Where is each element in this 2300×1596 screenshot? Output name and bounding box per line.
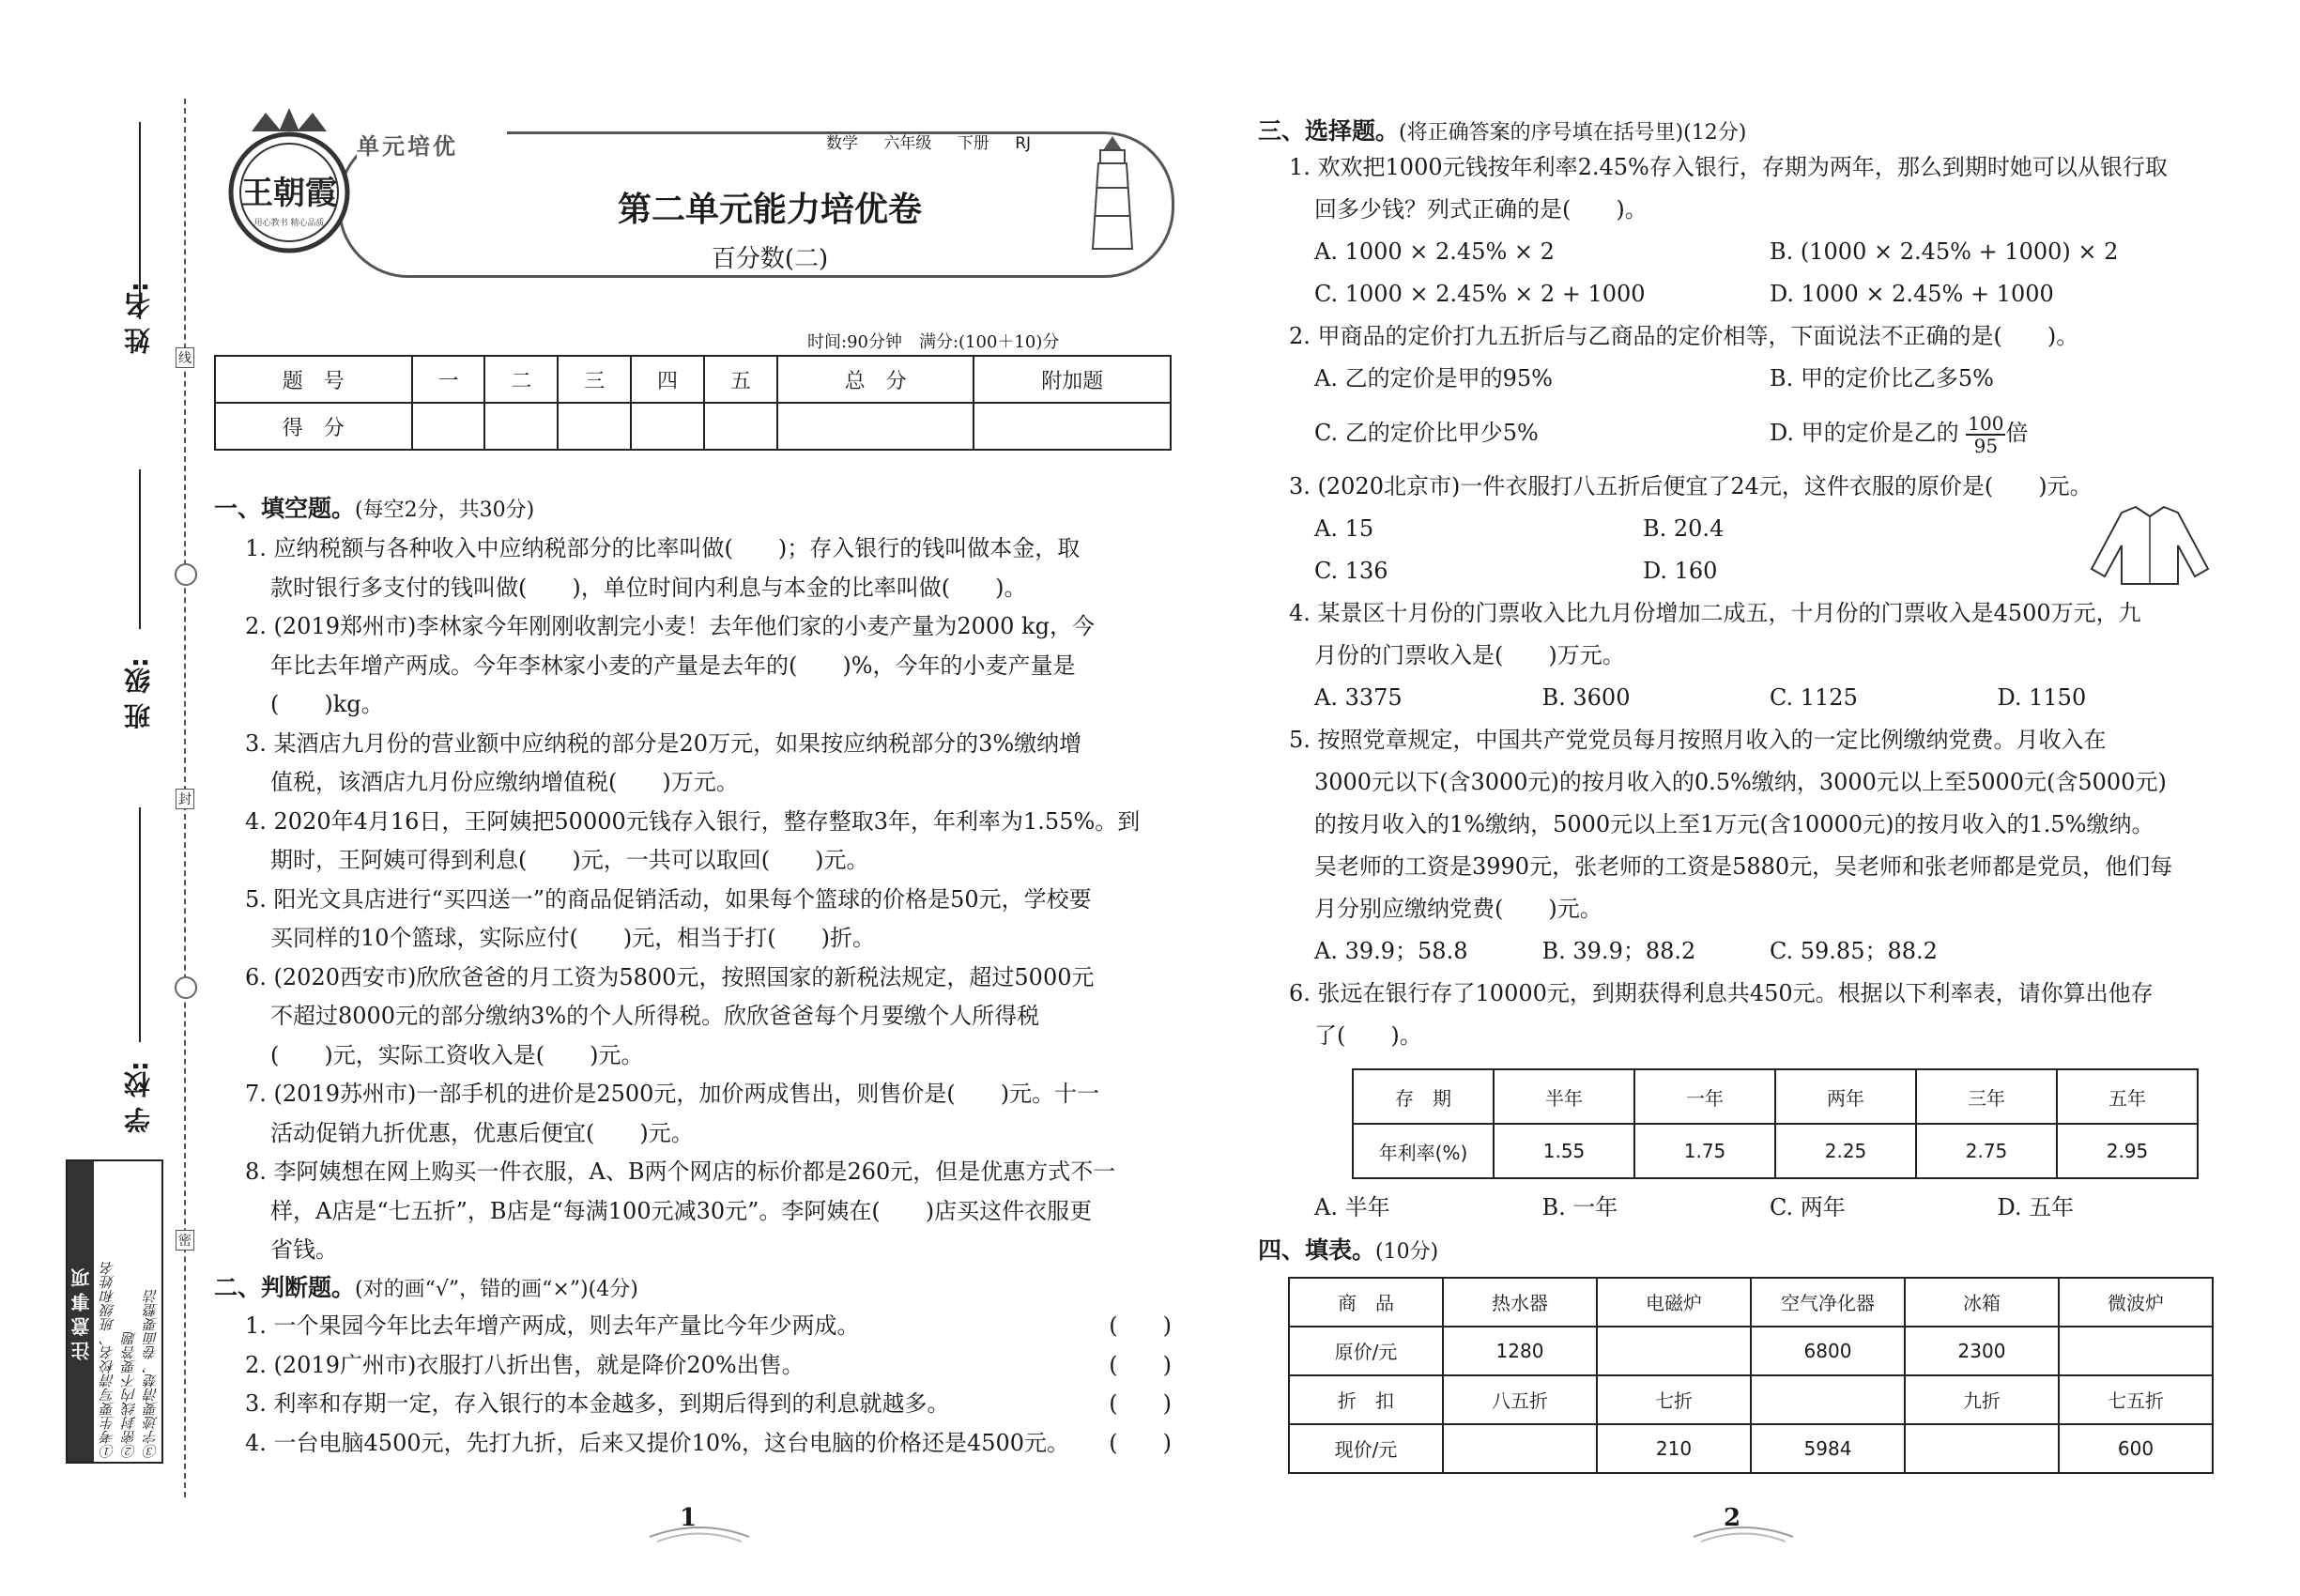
score-input-2[interactable] [484, 403, 558, 450]
notice-item: ③字迹要清楚，卷面要整洁 [143, 1289, 160, 1458]
edition-label: RJ [1015, 134, 1032, 153]
brand-slogan: 用心教书 精心品质 [253, 219, 325, 228]
question-line: 6. (2020西安市)欣欣爸爸的月工资为5800元，按照国家的新税法规定，超过5000元 [245, 963, 1095, 990]
question-line: 1. 欢欢把1000元钱按年利率2.45%存入银行，存期为两年，那么到期时她可以从银行取 [1289, 154, 2168, 180]
judge-item: 3. 利率和存期一定，存入银行的本金越多，到期后得到的利息就越多。 ( ) [214, 1385, 1172, 1424]
table-cell: 题 号 [215, 356, 412, 403]
swoosh-icon [1692, 1516, 1795, 1544]
table-row [215, 356, 1171, 403]
table-cell: 2300 [1905, 1327, 2059, 1375]
option: A. 乙的定价是甲的95% [1314, 365, 1553, 391]
question-line: 4. 某景区十月份的门票收入比九月份增加二成五，十月份的门票收入是4500万元，九 [1289, 600, 2141, 626]
book-meta [826, 130, 1051, 153]
rate-table [1352, 1068, 2199, 1179]
option: B. 39.9；88.2 [1541, 938, 1696, 964]
table-cell: 1280 [1443, 1327, 1597, 1375]
score-input-3[interactable] [558, 403, 631, 450]
brand-name: 王朝霞 [241, 175, 337, 212]
table-cell: 1.55 [1494, 1124, 1634, 1178]
option: C. 两年 [1770, 1194, 1846, 1220]
time-info: 时间:90分钟 满分:(100＋10)分 [807, 332, 1060, 352]
table-cell: 七折 [1597, 1375, 1751, 1424]
question-line: 5. 按照党章规定，中国共产党党员每月按照月收入的一定比例缴纳党费。月收入在 [1289, 727, 2107, 753]
grade-label: 六年级 [883, 134, 932, 153]
question-line: 1. 应纳税额与各种收入中应纳税部分的比率叫做( )；存入银行的钱叫做本金，取 [245, 535, 1081, 561]
table-cell: 冰箱 [1905, 1278, 2059, 1327]
answer-paren[interactable]: ( ) [1109, 1351, 1172, 1378]
table-cell: 七五折 [2059, 1375, 2213, 1424]
table-cell: 210 [1597, 1424, 1751, 1473]
options [1258, 930, 2225, 973]
option: A. 39.9；58.8 [1314, 938, 1468, 964]
notice-item: ②密封线内不要答题 [121, 1331, 138, 1458]
table-cell: 1.75 [1634, 1124, 1775, 1178]
table-cell: 空气净化器 [1751, 1278, 1905, 1327]
table-cell: 半年 [1494, 1069, 1634, 1124]
binding-hole-icon [175, 563, 197, 586]
part1-section [214, 490, 1172, 1270]
score-input-5[interactable] [704, 403, 777, 450]
section-heading: 一、填空题。(每空2分，共30分) [214, 495, 535, 522]
option: B. 3600 [1541, 684, 1631, 711]
options [1258, 231, 2225, 315]
question-line: 买同样的10个篮球，实际应付( )元，相当于打( )折。 [270, 925, 875, 951]
question-line: 款时银行多支付的钱叫做( )，单位时间内利息与本金的比率叫做( )。 [270, 574, 1027, 601]
judge-item: 1. 一个果园今年比去年增产两成，则去年产量比今年少两成。 ( ) [214, 1307, 1172, 1346]
table-cell: 两年 [1775, 1069, 1916, 1124]
question-line: 不超过8000元的部分缴纳3%的个人所得税。欣欣爸爸每个月要缴个人所得税 [270, 1003, 1040, 1029]
question-line: ( )kg。 [270, 691, 384, 717]
table-cell: 五年 [2057, 1069, 2198, 1124]
option: D. 1000 × 2.45% + 1000 [1770, 281, 2054, 307]
question-line: 6. 张远在银行存了10000元，到期获得利息共450元。根据以下利率表，请你算出他存 [1289, 980, 2154, 1006]
option: B. 一年 [1541, 1194, 1618, 1220]
question-line: 8. 李阿姨想在网上购买一件衣服，A、B两个网店的标价都是260元，但是优惠方式不一 [245, 1159, 1116, 1185]
question-line: 的按月收入的1%缴纳，5000元以上至1万元(含10000元)的按月收入的1.5%缴纳。 [1314, 811, 2154, 837]
table-row [1353, 1124, 2198, 1178]
table-cell: 2.95 [2057, 1124, 2198, 1178]
table-cell: 热水器 [1443, 1278, 1597, 1327]
table-cell: 二 [484, 356, 558, 403]
question-line: 省钱。 [270, 1236, 338, 1263]
option: C. 59.85；88.2 [1770, 938, 1938, 964]
options [1258, 508, 1971, 592]
table-cell: 原价/元 [1289, 1327, 1443, 1375]
question-line: 年比去年增产两成。今年李林家小麦的产量是去年的( )%，今年的小麦产量是 [270, 652, 1076, 679]
table-cell: 九折 [1905, 1375, 2059, 1424]
options [1258, 358, 2225, 466]
school-line [139, 807, 141, 1042]
question-line: 4. 2020年4月16日，王阿姨把50000元钱存入银行，整存整取3年，年利率为1.55%。到 [245, 807, 1141, 835]
table-cell[interactable] [1751, 1375, 1905, 1424]
option: D. 160 [1643, 558, 1718, 584]
question-line: 月分别应缴纳党费( )元。 [1314, 896, 1602, 922]
table-cell: 2.25 [1775, 1124, 1916, 1178]
page-subtitle: 百分数(二) [711, 245, 829, 273]
table-cell[interactable] [1597, 1327, 1751, 1375]
table-cell: 5984 [1751, 1424, 1905, 1473]
option: C. 136 [1314, 558, 1388, 584]
option: D. 1150 [1997, 684, 2087, 711]
table-cell: 折 扣 [1289, 1375, 1443, 1424]
table-cell: 6800 [1751, 1327, 1905, 1375]
table-row [1289, 1327, 2213, 1375]
name-label: 姓 名: [123, 282, 154, 354]
table-cell: 得 分 [215, 403, 412, 450]
volume-label: 下册 [957, 134, 989, 153]
table-cell[interactable] [2059, 1327, 2213, 1375]
table-cell: 电磁炉 [1597, 1278, 1751, 1327]
option: C. 乙的定价比甲少5% [1314, 420, 1539, 446]
table-cell: 600 [2059, 1424, 2213, 1473]
answer-paren[interactable]: ( ) [1109, 1312, 1172, 1339]
binding-hole-icon [175, 976, 197, 999]
option: C. 1125 [1770, 684, 1858, 711]
class-label: 班 级: [123, 657, 154, 729]
brand-logo [214, 103, 364, 258]
option: A. 3375 [1314, 684, 1403, 711]
table-cell: 八五折 [1443, 1375, 1597, 1424]
question-line: 2. 甲商品的定价打九五折后与乙商品的定价相等，下面说法不正确的是( )。 [1289, 323, 2079, 349]
seal-mark-3: 密 [176, 1230, 194, 1251]
option: B. (1000 × 2.45% + 1000) × 2 [1770, 238, 2119, 265]
table-cell: 微波炉 [2059, 1278, 2213, 1327]
question-line: 了( )。 [1314, 1022, 1422, 1049]
table-cell: 一 [412, 356, 485, 403]
score-input-4[interactable] [631, 403, 704, 450]
option: D. 甲的定价是乙的 $\frac{100}{95}$倍 [1770, 411, 2029, 457]
question-line: 5. 阳光文具店进行“买四送一”的商品促销活动，如果每个篮球的价格是50元，学校要 [245, 885, 1092, 913]
table-row [1289, 1424, 2213, 1473]
table-cell[interactable] [1443, 1424, 1597, 1473]
question-line: 3000元以下(含3000元)的按月收入的0.5%缴纳，3000元以上至5000元(含5000元) [1314, 769, 2167, 795]
table-cell: 四 [631, 356, 704, 403]
question-line: 期时，王阿姨可得到利息( )元，一共可以取回( )元。 [270, 847, 869, 873]
option: C. 1000 × 2.45% × 2 + 1000 [1314, 281, 1646, 307]
question-line: 回多少钱？列式正确的是( )。 [1314, 196, 1648, 223]
table-cell: 年利率(%) [1353, 1124, 1494, 1178]
option: A. 15 [1314, 515, 1374, 542]
page-number-left: 1 [680, 1504, 698, 1532]
table-row [1353, 1069, 2198, 1124]
swoosh-icon [648, 1516, 751, 1544]
question-line: 7. (2019苏州市)一部手机的进价是2500元，加价两成售出，则售价是( )元。十一 [245, 1081, 1100, 1107]
options [1258, 1189, 2225, 1228]
notice-item: ①考生要写清校名、班级和姓名 [100, 1261, 116, 1458]
subject-label: 数学 [826, 134, 858, 153]
option: A. 1000 × 2.45% × 2 [1314, 238, 1555, 265]
option: B. 甲的定价比乙多5% [1770, 365, 1994, 391]
answer-paren[interactable]: ( ) [1109, 1429, 1172, 1456]
table-cell: 附加题 [974, 356, 1171, 403]
section-heading: 三、选择题。(将正确答案的序号填在括号里)(12分) [1258, 117, 1747, 145]
option: B. 20.4 [1643, 515, 1725, 542]
table-cell: 2.75 [1916, 1124, 2057, 1178]
seal-mark-2: 封 [176, 789, 194, 809]
page-title: 第二单元能力培优卷 [617, 191, 922, 229]
table-cell: 三年 [1916, 1069, 2057, 1124]
options [1258, 677, 2225, 719]
notice-box [66, 1159, 163, 1464]
question-line: 值税，该酒店九月份应缴纳增值税( )万元。 [270, 769, 739, 795]
judge-item: 4. 一台电脑4500元，先打九折，后来又提价10%，这台电脑的价格还是4500元。 ( ) [214, 1424, 1172, 1464]
score-input-bonus[interactable] [974, 403, 1171, 450]
page-number-right: 2 [1724, 1504, 1741, 1532]
part2-section [214, 1269, 1172, 1463]
table-cell: 商 品 [1289, 1278, 1443, 1327]
table-cell[interactable] [1905, 1424, 2059, 1473]
unit-tag: 单元培优 [357, 128, 507, 161]
class-line [139, 469, 141, 629]
question-line: 3. (2020北京市)一件衣服打八五折后便宜了24元，这件衣服的原价是( )元。 [1289, 473, 2093, 499]
score-table [214, 355, 1172, 451]
table-row [1289, 1375, 2213, 1424]
notice-title: 注意事项 [68, 1161, 94, 1462]
question-line: 活动促销九折优惠，优惠后便宜( )元。 [270, 1119, 694, 1146]
fill-table [1288, 1277, 2214, 1474]
table-cell: 三 [558, 356, 631, 403]
table-cell: 现价/元 [1289, 1424, 1443, 1473]
question-line: 2. (2019郑州市)李林家今年刚刚收割完小麦！去年他们家的小麦产量为2000 kg，今 [245, 613, 1095, 639]
fraction: $\frac{100}{95}$ [1968, 411, 2004, 457]
question-line: ( )元，实际工资收入是( )元。 [270, 1041, 644, 1068]
option: D. 五年 [1997, 1194, 2075, 1220]
question-line: 3. 某酒店九月份的营业额中应纳税的部分是20万元，如果按应纳税部分的3%缴纳增 [245, 729, 1082, 757]
table-row [1289, 1278, 2213, 1327]
table-cell: 总 分 [777, 356, 974, 403]
table-cell: 存 期 [1353, 1069, 1494, 1124]
question-line: 样，A店是“七五折”，B店是“每满100元减30元”。李阿姨在( )店买这件衣服更 [270, 1197, 1093, 1224]
judge-item: 2. (2019广州市)衣服打八折出售，就是降价20%出售。 ( ) [214, 1346, 1172, 1386]
table-row [215, 403, 1171, 450]
right-page [1258, 113, 2225, 1474]
shirt-icon [2084, 503, 2216, 588]
score-input-total[interactable] [777, 403, 974, 450]
section-heading: 四、填表。(10分) [1258, 1235, 1439, 1264]
seal-mark-1: 线 [176, 347, 194, 368]
binding-strip [0, 0, 192, 1596]
answer-paren[interactable]: ( ) [1109, 1390, 1172, 1417]
table-cell: 五 [704, 356, 777, 403]
school-label: 学 校: [123, 1061, 154, 1133]
question-line: 吴老师的工资是3990元，张老师的工资是5880元，吴老师和张老师都是党员，他们每 [1314, 853, 2173, 880]
table-cell: 一年 [1634, 1069, 1775, 1124]
section-heading: 二、判断题。(对的画“√”，错的画“×”)(4分) [214, 1274, 638, 1301]
option: A. 半年 [1314, 1194, 1390, 1220]
question-line: 月份的门票收入是( )万元。 [1314, 642, 1625, 668]
score-input-1[interactable] [412, 403, 485, 450]
